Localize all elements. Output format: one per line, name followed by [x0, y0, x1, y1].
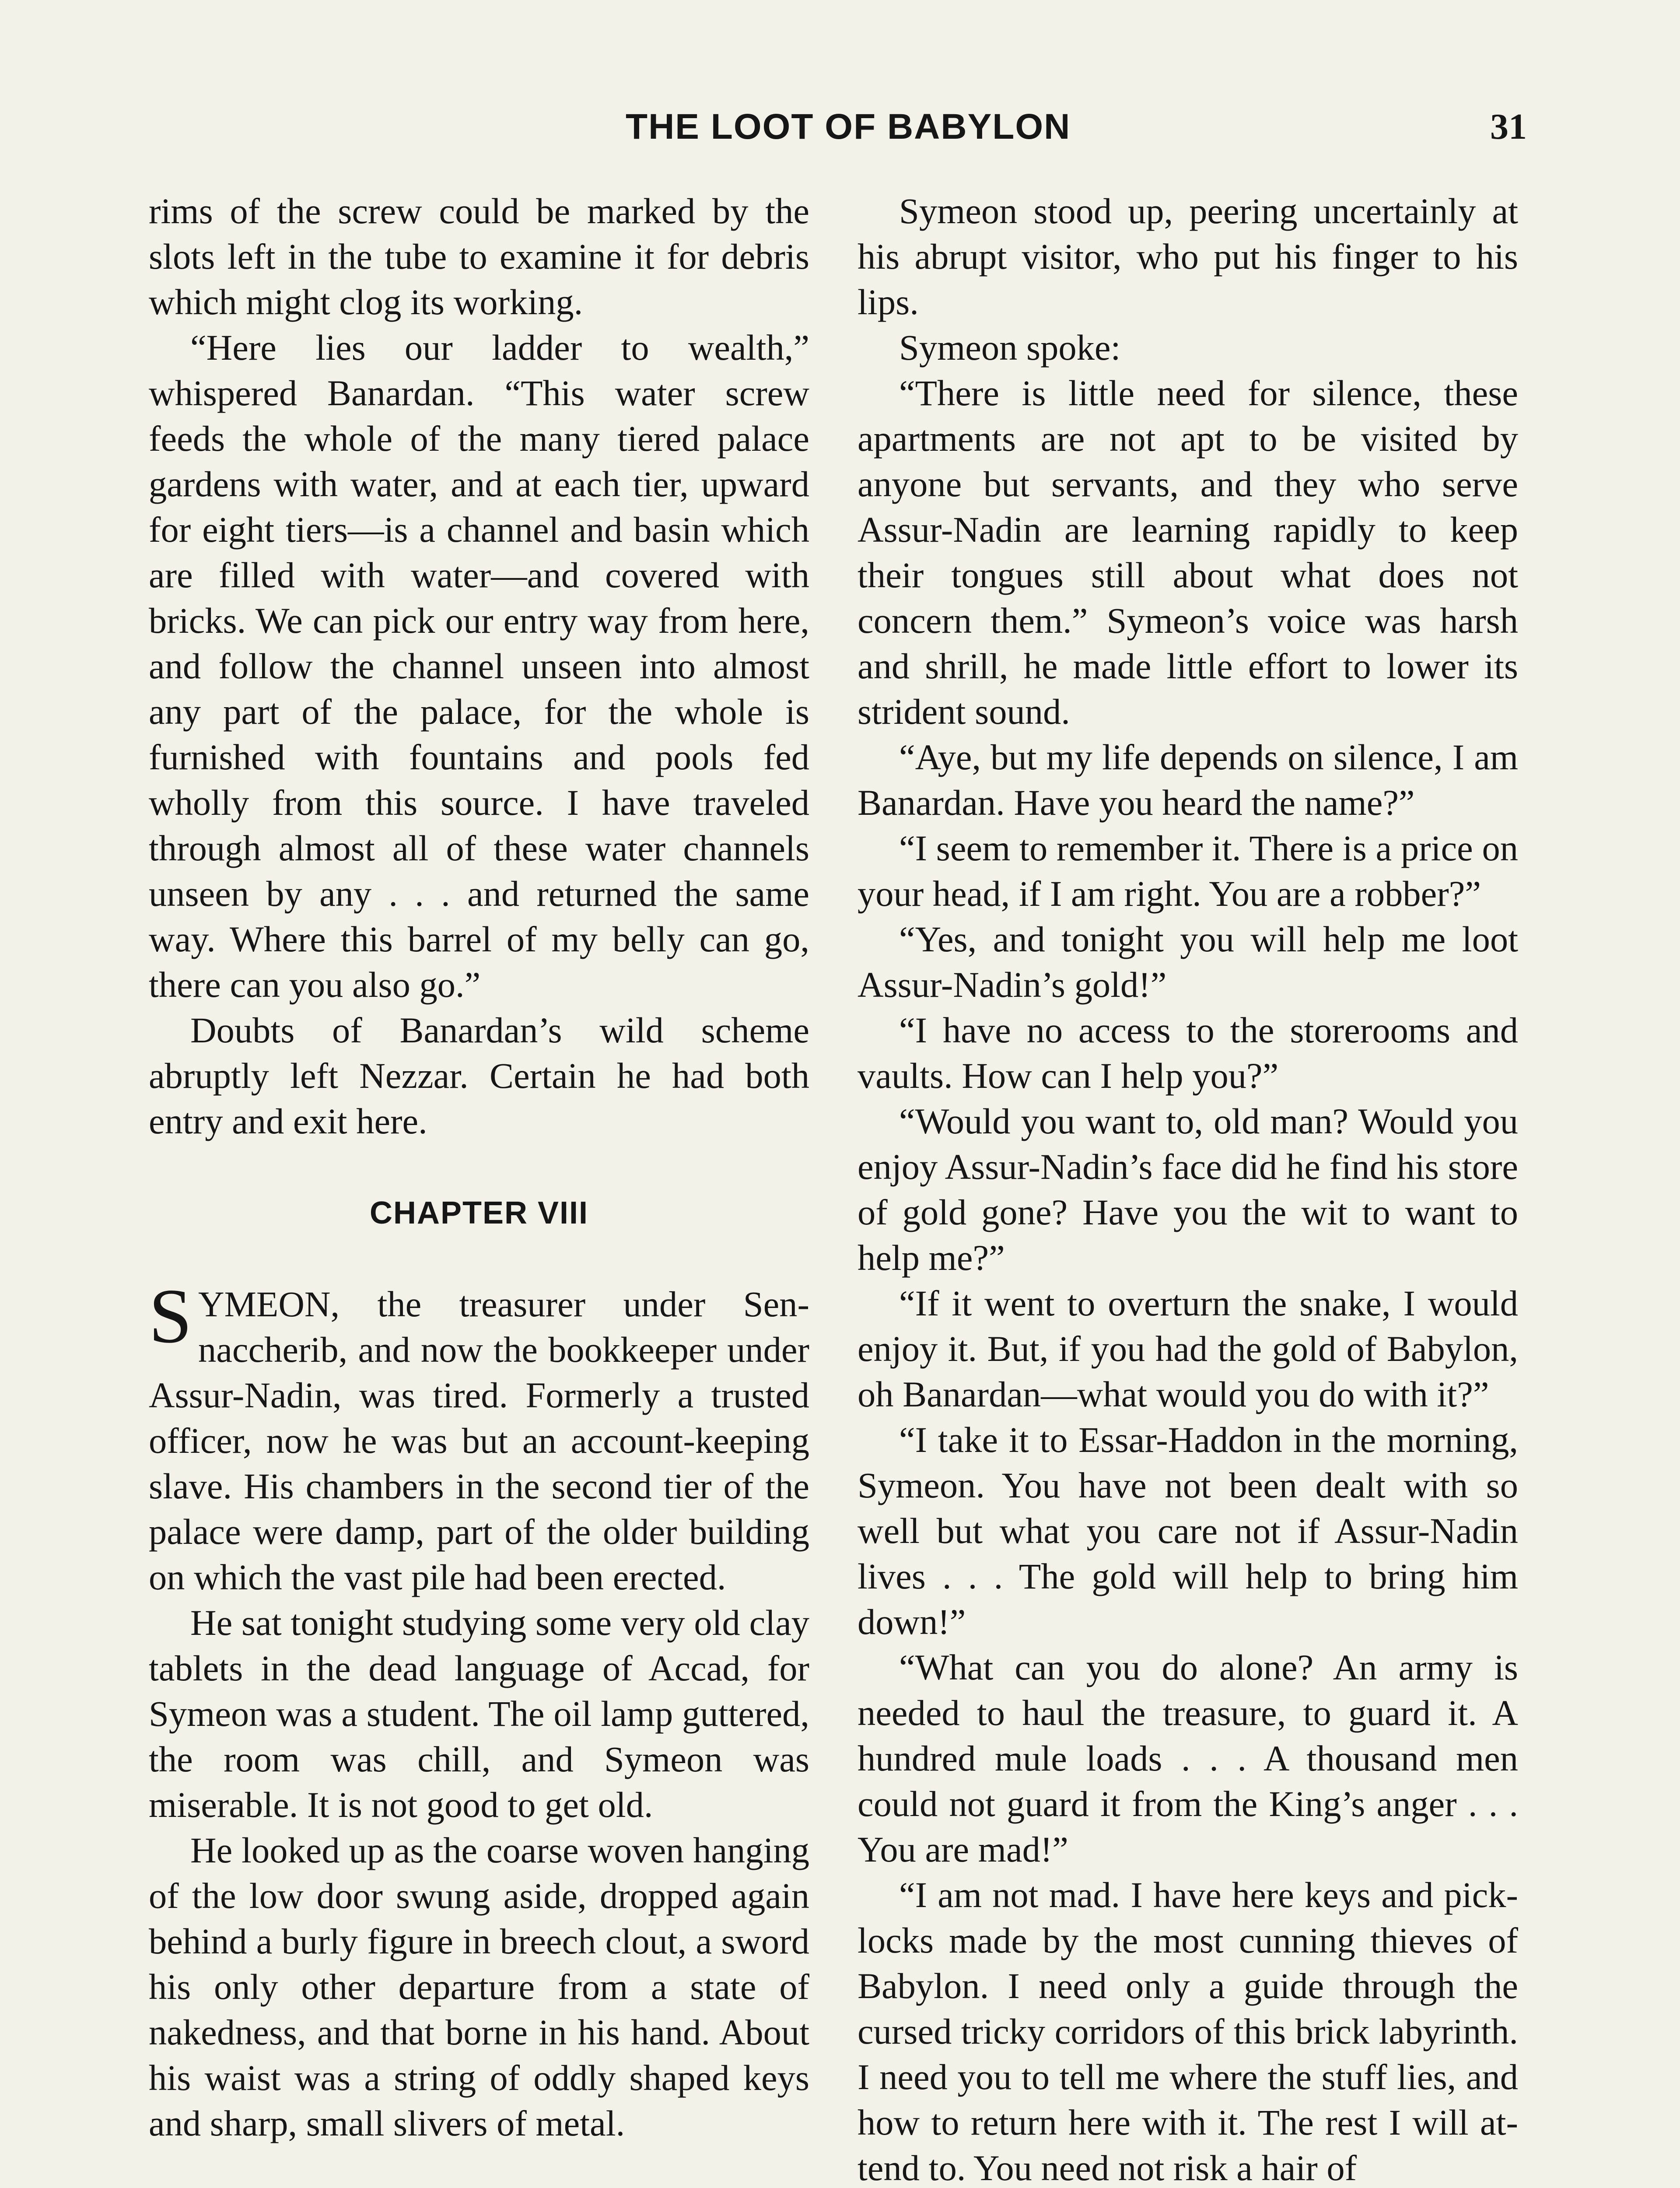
running-title: THE LOOT OF BABYLON: [626, 107, 1071, 147]
chapter-opening-paragraph: [149, 1273, 809, 1600]
paragraph: Symeon spoke:: [899, 327, 1121, 368]
chapter-opening-text: YMEON, the treasurer under Sennaccherib, and now the bookkeeper under Assur-Nadin, was tired. Formerly a trusted officer, now he was but an account-keeping slave. His chambers in the second tier of the palace were damp, part of the older building on which the vast pile had been erected.: [149, 1284, 809, 1597]
paragraph: He looked up as the coarse woven hanging of the low door swung aside, dropped again behind a burly figure in breech clout, a sword his only other departure from a state of nakedness, and that borne in his hand. About his waist was a string of oddly shaped keys and sharp, small slivers of metal.: [149, 1830, 809, 2143]
paragraph: “I am not mad. I have here keys and pick-locks made by the most cunning thieves of Babylon. I need only a guide through the cursed tricky corridors of this brick labyrinth. I need you to tell me where the stuff lies, and how to return here with it. The rest I will attend to. You need not risk a hair of: [858, 1875, 1518, 2188]
paragraph: “I seem to remember it. There is a price on your head, if I am right. You are a robber?”: [858, 828, 1518, 914]
paragraph: “What can you do alone? An army is needed to haul the treasure, to guard it. A hundred mule loads . . . A thousand men could not guard it from the King’s anger . . . You are mad!”: [858, 1647, 1518, 1869]
paragraph: He sat tonight studying some very old clay tablets in the dead language of Accad, for Symeon was a student. The oil lamp guttered, the room was chill, and Symeon was miserable. It is not good to get old.: [149, 1602, 809, 1825]
chapter-heading: CHAPTER VIII: [369, 1196, 589, 1231]
paragraph: rims of the screw could be marked by the slots left in the tube to examine it for debris which might clog its working.: [149, 191, 809, 322]
page-number: 31: [1490, 106, 1527, 147]
page-header: [149, 98, 1527, 155]
paragraph: “Aye, but my life depends on silence, I am Banardan. Have you heard the name?”: [858, 737, 1518, 823]
paragraph: “There is little need for silence, these apartments are not apt to be visited by anyone but servants, and they who serve Assur-Nadin are learning rapidly to keep their tongues still about what does not concern them.” Symeon’s voice was harsh and shrill, he made little effort to lower its strident sound.: [858, 373, 1518, 732]
paragraph: “Here lies our ladder to wealth,” whispered Banardan. “This water screw feeds the whole of the many tiered palace gardens with water, and at each tier, upward for eight tiers—is a channel and basin which are filled with water—and covered with bricks. We can pick our entry way from here, and follow the channel unseen into almost any part of the palace, for the whole is furnished with fountains and pools fed wholly from this source. I have traveled through almost all of these water channels unseen by any . . . and returned the same way. Where this barrel of my belly can go, there can you also go.”: [149, 327, 809, 1005]
left-column: [149, 188, 809, 2146]
drop-cap: S: [149, 1273, 192, 1359]
paragraph: “Yes, and tonight you will help me loot Assur-Nadin’s gold!”: [858, 919, 1518, 1005]
paragraph: Doubts of Banardan’s wild scheme abruptly left Nezzar. Certain he had both entry and exit here.: [149, 1010, 809, 1141]
paragraph: “If it went to overturn the snake, I would enjoy it. But, if you had the gold of Babylon, oh Banardan—what would you do with it?”: [858, 1283, 1518, 1414]
paragraph: “I take it to Essar-Haddon in the morning, Symeon. You have not been dealt with so well but what you care not if Assur-Nadin lives . . . The gold will help to bring him down!”: [858, 1420, 1518, 1642]
paragraph: Symeon stood up, peering uncertainly at his abrupt visitor, who put his finger to his lips.: [858, 191, 1518, 322]
paragraph: “I have no access to the storerooms and vaults. How can I help you?”: [858, 1010, 1518, 1096]
right-column: [858, 188, 1518, 2188]
paragraph: “Would you want to, old man? Would you enjoy Assur-Nadin’s face did he find his store of gold gone? Have you the wit to want to help me?”: [858, 1101, 1518, 1278]
